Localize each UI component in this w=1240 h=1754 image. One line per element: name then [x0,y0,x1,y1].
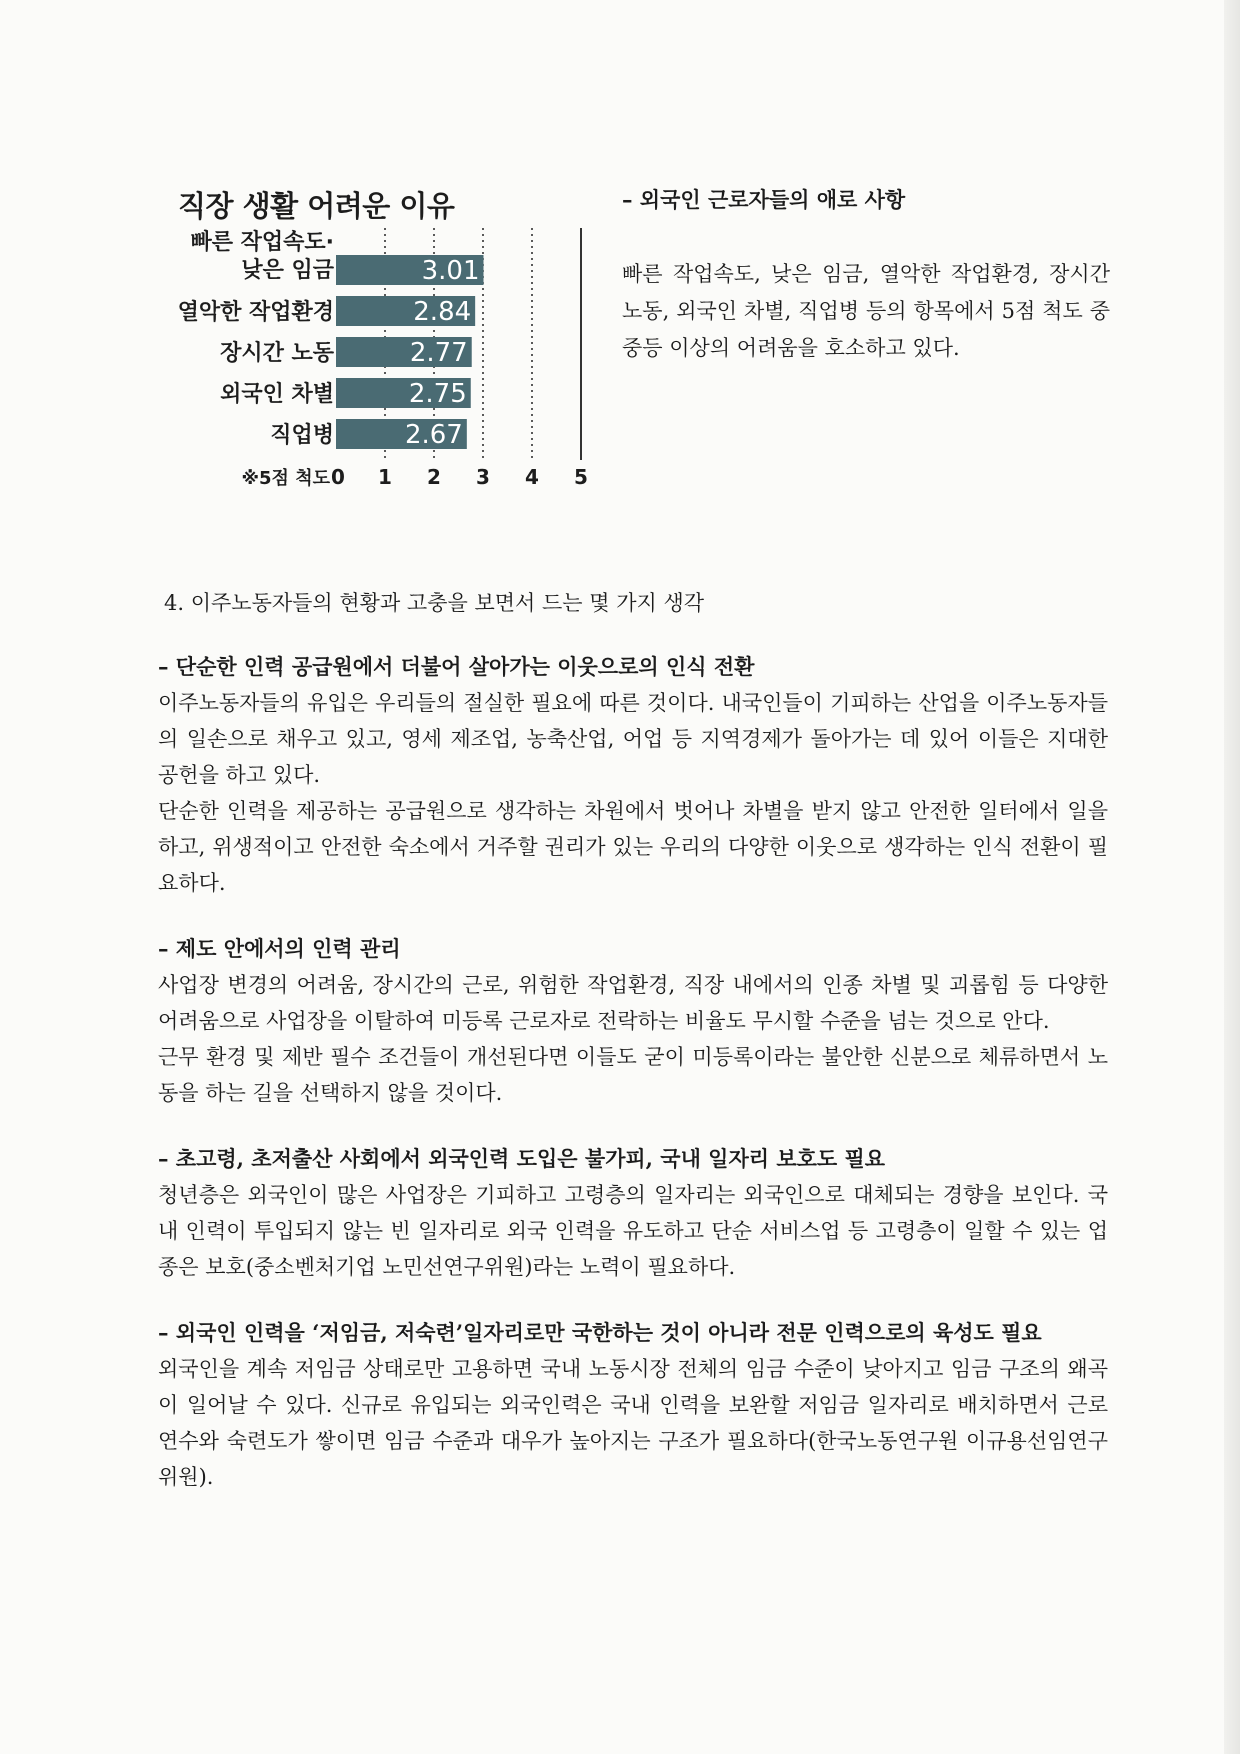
sub-heading: – 제도 안에서의 인력 관리 [158,936,401,961]
bar-chart [170,222,600,492]
paragraph: 청년층은 외국인이 많은 사업장은 기피하고 고령층의 일자리는 외국인으로 대체되는 경향을 보인다. 국내 인력이 투입되지 않는 빈 일자리로 외국 인력을 유도하고 단순 서비스업 등 고령층이 일할 수 있는 업종은 보호(중소벤처기업 노민선연구위원)라는 노력이 필요하다. [158,1183,1108,1279]
sub-heading: – 외국인 인력을 ‘저임금, 저숙련’일자리로만 국한하는 것이 아니라 전문 인력으로의 육성도 필요 [158,1320,1042,1345]
category-label: 직업병 [270,423,334,448]
category-label: 장시간 노동 [220,341,334,366]
chart-title: 직장 생활 어려운 이유 [178,189,455,223]
bar-value-label: 2.77 [409,338,468,368]
bar-value-label: 3.01 [421,256,480,286]
section-block-3 [158,1141,1108,1285]
bar-value-label: 2.84 [413,297,472,327]
tick-label: 4 [525,465,539,489]
section-block-2 [158,931,1108,1111]
tick-label: 5 [574,465,588,489]
sub-heading: – 초고령, 초저출산 사회에서 외국인력 도입은 불가피, 국내 일자리 보호도 필요 [158,1146,886,1171]
side-body: 빠른 작업속도, 낮은 임금, 열악한 작업환경, 장시간 노동, 외국인 차별, 직업병 등의 항목에서 5점 척도 중 중등 이상의 어려움을 호소하고 있다. [622,262,1110,360]
category-label: 낮은 임금 [241,258,334,283]
paragraph: 단순한 인력을 제공하는 공급원으로 생각하는 차원에서 벗어나 차별을 받지 않고 안전한 일터에서 일을 하고, 위생적이고 안전한 숙소에서 거주할 권리가 있는 우리의 다양한 이웃으로 생각하는 인식 전환이 필요하다. [158,799,1108,895]
paragraph: 근무 환경 및 제반 필수 조건들이 개선된다면 이들도 굳이 미등록이라는 불안한 신분으로 체류하면서 노동을 하는 길을 선택하지 않을 것이다. [158,1045,1108,1105]
section-block-4 [158,1315,1108,1495]
bar-value-label: 2.75 [408,379,467,409]
paragraph: 이주노동자들의 유입은 우리들의 절실한 필요에 따른 것이다. 내국인들이 기피하는 산업을 이주노동자들의 일손으로 채우고 있고, 영세 제조업, 농축산업, 어업 등 지역경제가 돌아가는 데 있어 이들은 지대한 공헌을 하고 있다. [158,691,1108,787]
tick-label: 0 [331,465,345,489]
section-block-1 [158,649,1108,901]
bar-value-label: 2.67 [404,420,463,450]
tick-label: 2 [427,465,441,489]
page-edge [1224,0,1240,1754]
category-label: 외국인 차별 [220,382,334,407]
category-label: 빠른 작업속도· [190,230,334,255]
category-label: 열악한 작업환경 [177,300,334,325]
side-heading: – 외국인 근로자들의 애로 사항 [622,187,906,212]
tick-label: 1 [378,465,392,489]
tick-label: 3 [476,465,490,489]
scale-note: ※5점 척도 [241,468,330,489]
main-text [158,588,1108,1525]
paragraph: 외국인을 계속 저임금 상태로만 고용하면 국내 노동시장 전체의 임금 수준이 낮아지고 임금 구조의 왜곡이 일어날 수 있다. 신규로 유입되는 외국인력은 국내 인력을 보완할 저임금 일자리로 배치하면서 근로 연수와 숙련도가 쌓이면 임금 수준과 대우가 높아지는 구조가 필요하다(한국노동연구원 이규용선임연구위원). [158,1357,1108,1489]
section-title: 4. 이주노동자들의 현황과 고충을 보면서 드는 몇 가지 생각 [164,591,705,615]
sub-heading: – 단순한 인력 공급원에서 더불어 살아가는 이웃으로의 인식 전환 [158,654,755,679]
paragraph: 사업장 변경의 어려움, 장시간의 근로, 위험한 작업환경, 직장 내에서의 인종 차별 및 괴롭힘 등 다양한 어려움으로 사업장을 이탈하여 미등록 근로자로 전락하는 비율도 무시할 수준을 넘는 것으로 안다. [158,973,1108,1033]
